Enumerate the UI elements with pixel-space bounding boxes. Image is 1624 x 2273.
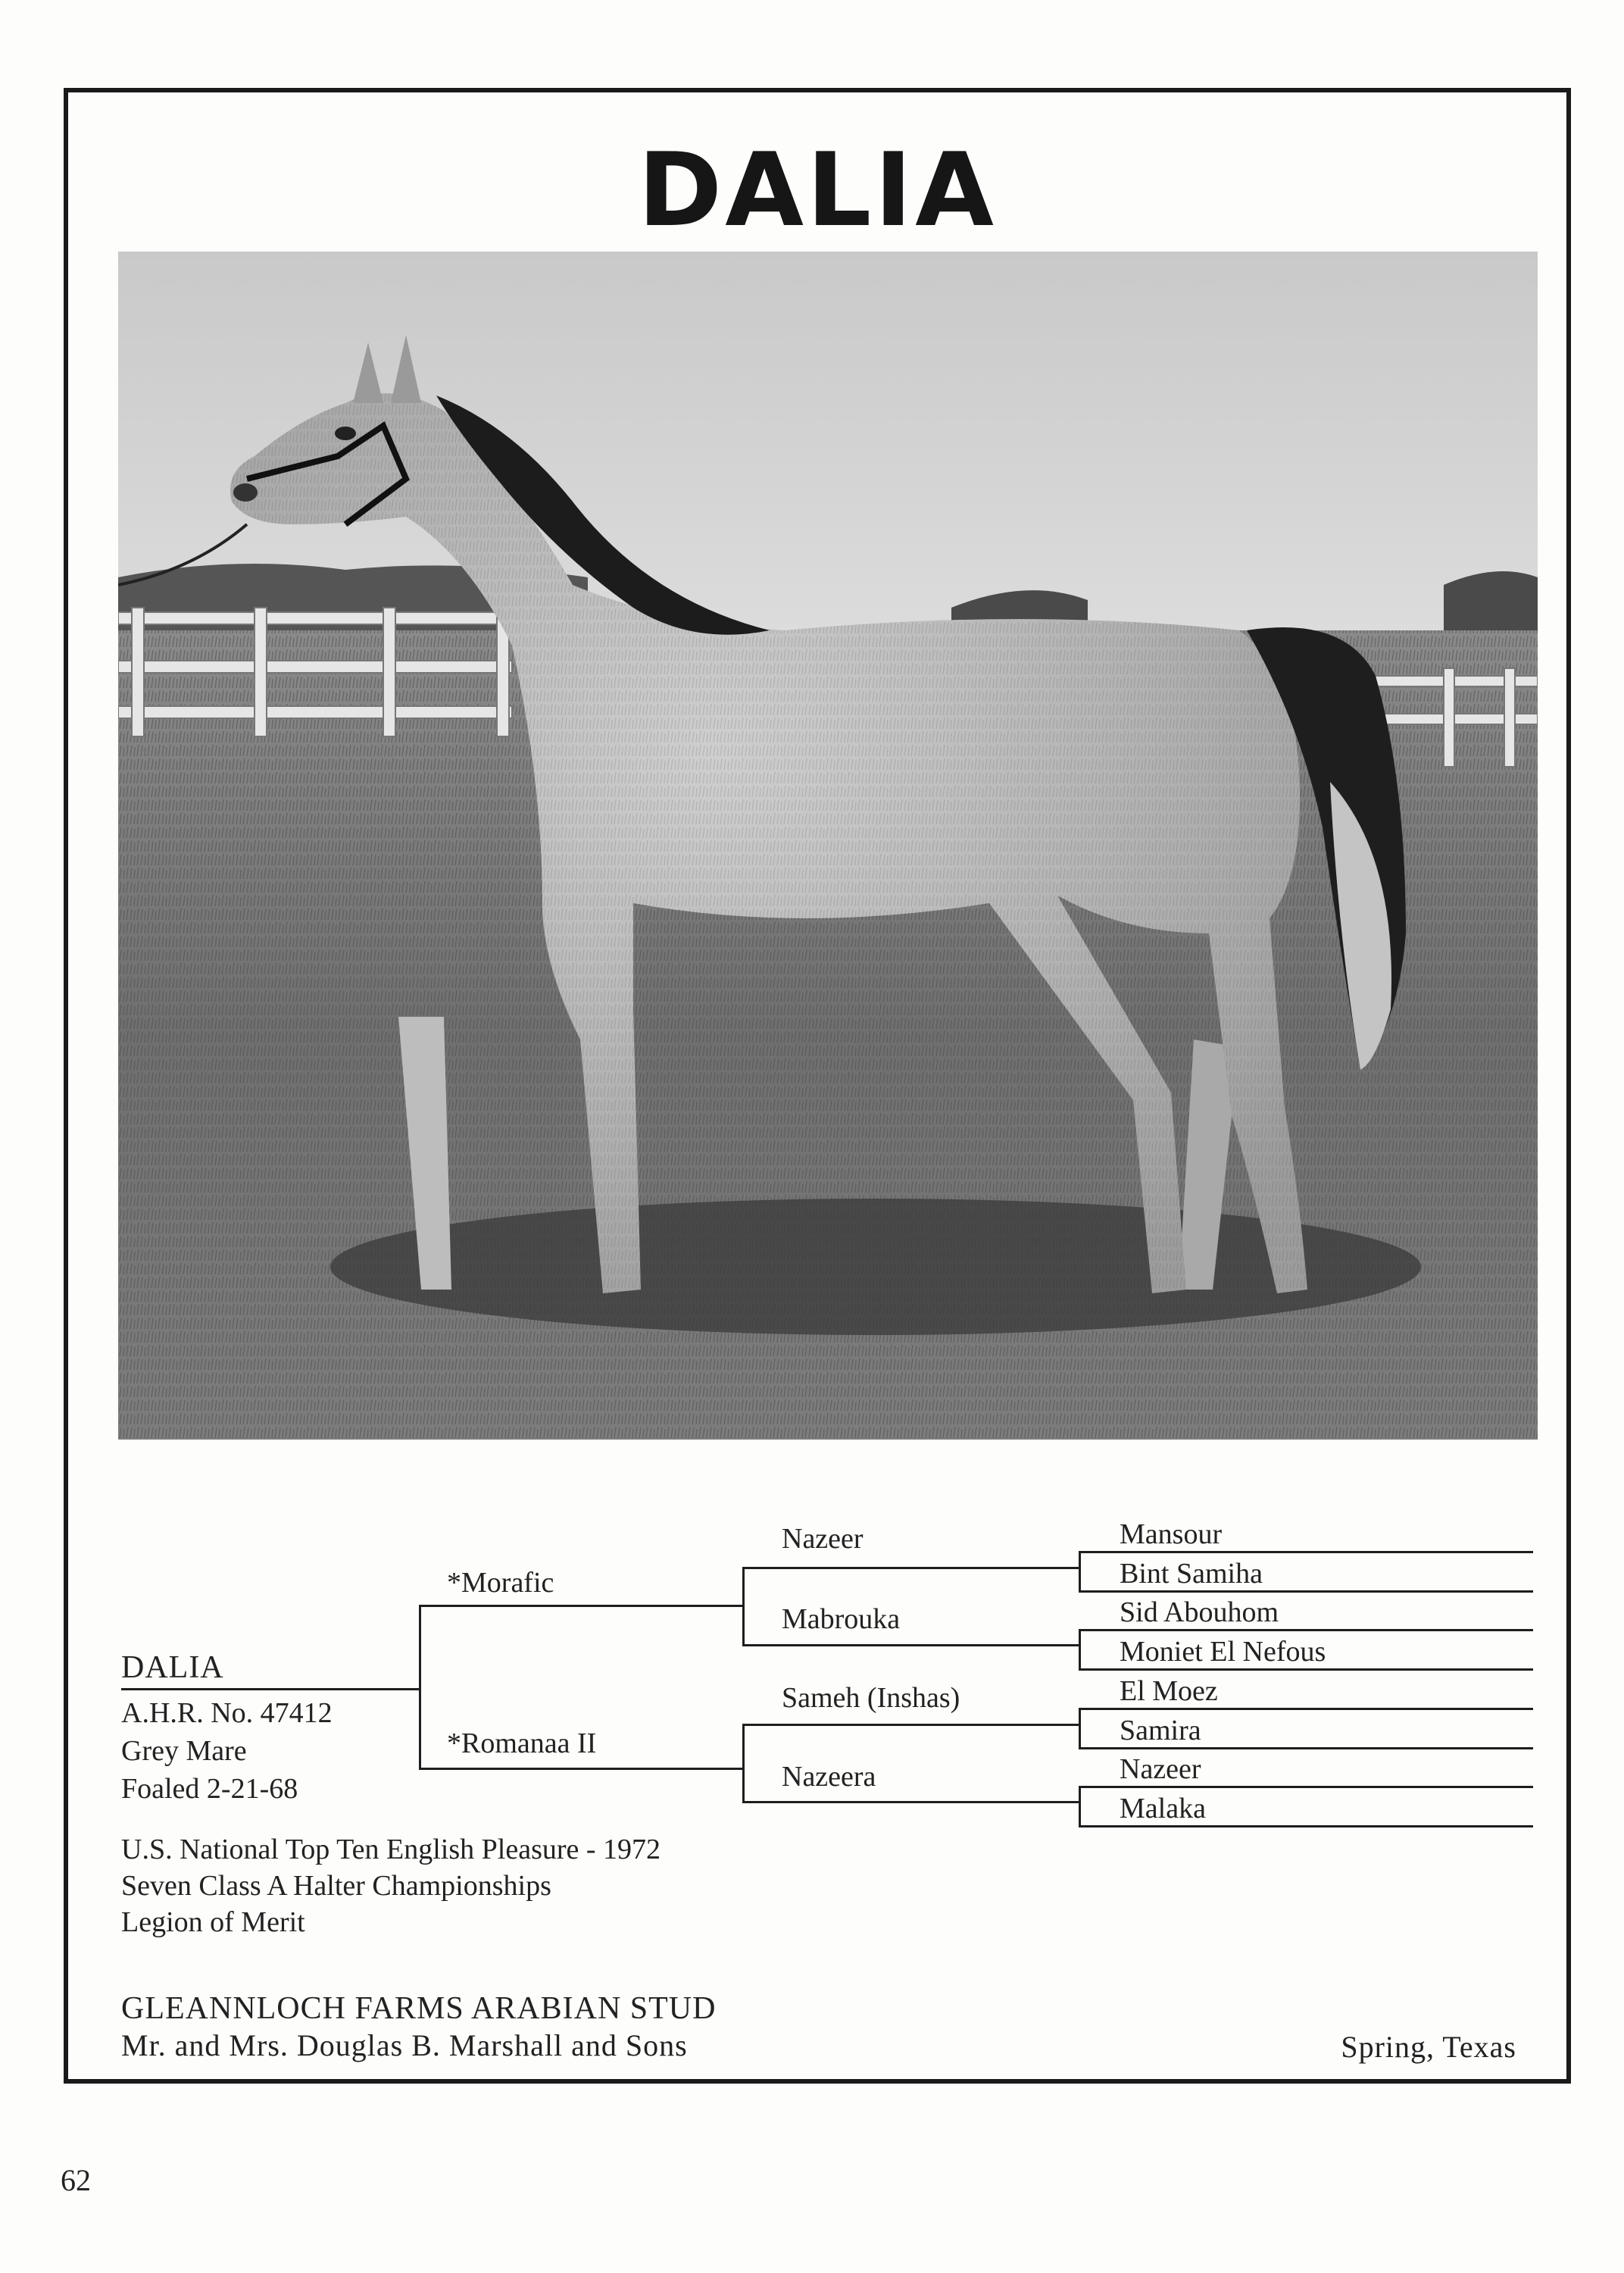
award-2: Seven Class A Halter Championships — [121, 1870, 551, 1902]
pedigree-line-g3-8 — [1079, 1825, 1533, 1827]
horse-photo-image — [118, 252, 1538, 1440]
pedigree-sire-sire: Nazeer — [782, 1523, 864, 1555]
color-sex: Grey Mare — [121, 1735, 247, 1767]
pedigree-bracket-g3-1 — [1079, 1551, 1081, 1590]
page-number: 62 — [61, 2163, 91, 2197]
pedigree-dam-sire: Sameh (Inshas) — [782, 1682, 960, 1714]
award-1: U.S. National Top Ten English Pleasure - 1972 — [121, 1834, 661, 1865]
award-3: Legion of Merit — [121, 1906, 305, 1938]
pedigree-g3-5: El Moez — [1120, 1675, 1218, 1707]
pedigree-line-subject — [121, 1688, 421, 1690]
pedigree-bracket-g3-4 — [1079, 1786, 1081, 1825]
farm-location: Spring, Texas — [1341, 2030, 1516, 2064]
foaled-date: Foaled 2-21-68 — [121, 1773, 298, 1805]
pedigree-sire: *Morafic — [447, 1567, 554, 1599]
pedigree-line-g3-2 — [1079, 1590, 1533, 1593]
pedigree-g3-1: Mansour — [1120, 1518, 1223, 1550]
pedigree-g3-3: Sid Abouhom — [1120, 1596, 1279, 1628]
pedigree-line-sire — [419, 1605, 745, 1607]
pedigree-line-g3-6 — [1079, 1747, 1533, 1749]
horse-photo — [118, 252, 1538, 1440]
horse-name: DALIA — [121, 1650, 224, 1685]
pedigree-bracket-sire — [742, 1567, 745, 1646]
registration-number: A.H.R. No. 47412 — [121, 1697, 333, 1729]
pedigree-g3-2: Bint Samiha — [1120, 1558, 1263, 1590]
farm-name: GLEANNLOCH FARMS ARABIAN STUD — [121, 1991, 717, 2026]
pedigree-line-g3-1 — [1079, 1551, 1533, 1553]
farm-owners: Mr. and Mrs. Douglas B. Marshall and Sons — [121, 2028, 688, 2062]
pedigree-dam-dam: Nazeera — [782, 1761, 876, 1793]
pedigree-dam: *Romanaa II — [447, 1727, 597, 1759]
pedigree-g3-8: Malaka — [1120, 1793, 1206, 1824]
pedigree-g3-7: Nazeer — [1120, 1753, 1201, 1785]
pedigree-bracket-gen1 — [419, 1605, 421, 1770]
pedigree-bracket-dam — [742, 1724, 745, 1803]
pedigree-line-dam-sire — [742, 1724, 1081, 1726]
pedigree-g3-4: Moniet El Nefous — [1120, 1636, 1326, 1668]
pedigree-sire-dam: Mabrouka — [782, 1603, 901, 1635]
pedigree-line-g3-4 — [1079, 1668, 1533, 1671]
pedigree-line-sire-sire — [742, 1567, 1081, 1569]
pedigree-line-sire-dam — [742, 1644, 1081, 1646]
pedigree-bracket-g3-3 — [1079, 1708, 1081, 1747]
pedigree-g3-6: Samira — [1120, 1715, 1201, 1746]
pedigree-bracket-g3-2 — [1079, 1629, 1081, 1668]
pedigree-line-g3-7 — [1079, 1786, 1533, 1788]
pedigree-line-dam-dam — [742, 1801, 1081, 1803]
pedigree-line-g3-3 — [1079, 1629, 1533, 1631]
page-frame — [64, 88, 1571, 2084]
pedigree-line-dam — [419, 1768, 745, 1770]
pedigree-line-g3-5 — [1079, 1708, 1533, 1710]
page-title: DALIA — [638, 131, 997, 249]
